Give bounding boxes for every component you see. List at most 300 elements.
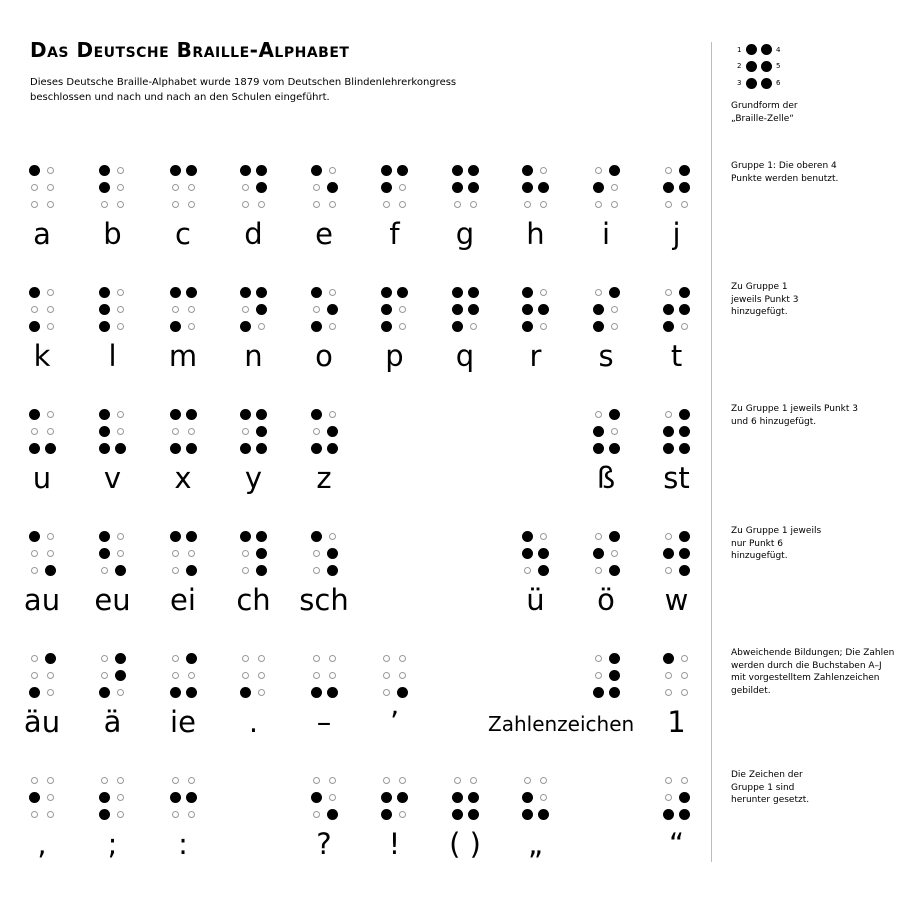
raised-dot	[663, 321, 674, 332]
flat-dot	[31, 655, 38, 662]
flat-dot	[117, 533, 124, 540]
raised-dot	[240, 443, 251, 454]
page-title: Das Deutsche Braille-Alphabet	[30, 38, 350, 62]
raised-dot	[99, 443, 110, 454]
braille-letter-label: j	[672, 217, 681, 251]
raised-dot	[663, 426, 674, 437]
raised-dot	[186, 165, 197, 176]
flat-dot	[47, 306, 54, 313]
flat-dot	[383, 689, 390, 696]
raised-dot	[256, 548, 267, 559]
raised-dot	[452, 165, 463, 176]
flat-dot	[681, 201, 688, 208]
braille-letter-label: ,	[37, 827, 47, 861]
raised-dot	[240, 165, 251, 176]
flat-dot	[313, 811, 320, 818]
braille-letter-label: y	[244, 461, 263, 495]
flat-dot	[540, 201, 547, 208]
raised-dot	[311, 287, 322, 298]
flat-dot	[611, 184, 618, 191]
braille-letter-label: h	[526, 217, 545, 251]
flat-dot	[681, 323, 688, 330]
raised-dot	[256, 426, 267, 437]
flat-dot	[242, 567, 249, 574]
flat-dot	[681, 672, 688, 679]
flat-dot	[313, 672, 320, 679]
braille-letter-label: ch	[236, 583, 271, 617]
raised-dot	[311, 687, 322, 698]
raised-dot	[99, 531, 110, 542]
flat-dot	[595, 533, 602, 540]
side-note-punctuation: Die Zeichen der Gruppe 1 sind herunter gesetzt.	[731, 770, 810, 805]
reference-number-2: 2	[737, 62, 742, 70]
raised-dot	[397, 165, 408, 176]
braille-letter-label: ;	[107, 827, 118, 861]
raised-dot	[186, 565, 197, 576]
raised-dot	[468, 792, 479, 803]
raised-dot	[240, 321, 251, 332]
flat-dot	[188, 201, 195, 208]
braille-letter-label: :	[178, 827, 188, 861]
flat-dot	[540, 533, 547, 540]
flat-dot	[399, 306, 406, 313]
flat-dot	[172, 201, 179, 208]
raised-dot	[452, 287, 463, 298]
raised-dot	[538, 809, 549, 820]
raised-dot	[538, 304, 549, 315]
raised-dot	[468, 287, 479, 298]
raised-dot	[522, 304, 533, 315]
raised-dot	[327, 304, 338, 315]
side-note-group-2: Zu Gruppe 1 jeweils Punkt 3 hinzugefügt.	[731, 282, 799, 317]
raised-dot	[679, 287, 690, 298]
flat-dot	[524, 567, 531, 574]
flat-dot	[313, 550, 320, 557]
raised-dot	[452, 182, 463, 193]
flat-dot	[399, 672, 406, 679]
flat-dot	[31, 184, 38, 191]
raised-dot	[99, 409, 110, 420]
braille-letter-label: au	[23, 583, 61, 617]
braille-letter-label: d	[244, 217, 263, 251]
braille-letter-label: sch	[299, 583, 349, 617]
raised-dot	[99, 792, 110, 803]
braille-letter-label: ( )	[449, 827, 481, 861]
raised-dot	[115, 443, 126, 454]
flat-dot	[31, 567, 38, 574]
flat-dot	[383, 777, 390, 784]
raised-dot	[679, 165, 690, 176]
flat-dot	[172, 428, 179, 435]
side-note-group-3: Zu Gruppe 1 jeweils Punkt 3 und 6 hinzugefügt.	[731, 404, 859, 427]
flat-dot	[117, 689, 124, 696]
raised-dot	[609, 443, 620, 454]
braille-letter-label: o	[315, 339, 333, 373]
raised-dot	[170, 792, 181, 803]
flat-dot	[611, 428, 618, 435]
flat-dot	[665, 794, 672, 801]
flat-dot	[313, 777, 320, 784]
flat-dot	[399, 184, 406, 191]
raised-dot	[170, 687, 181, 698]
raised-dot	[522, 548, 533, 559]
raised-dot	[311, 531, 322, 542]
raised-dot	[381, 809, 392, 820]
raised-dot	[609, 287, 620, 298]
flat-dot	[117, 777, 124, 784]
flat-dot	[454, 201, 461, 208]
flat-dot	[172, 655, 179, 662]
raised-dot	[593, 443, 604, 454]
raised-dot	[452, 792, 463, 803]
raised-dot	[593, 182, 604, 193]
raised-dot	[29, 531, 40, 542]
raised-dot	[327, 687, 338, 698]
flat-dot	[595, 167, 602, 174]
raised-dot	[679, 426, 690, 437]
flat-dot	[47, 672, 54, 679]
flat-dot	[117, 811, 124, 818]
zahlenzeichen-label: Zahlenzeichen	[488, 712, 635, 736]
flat-dot	[681, 777, 688, 784]
flat-dot	[172, 306, 179, 313]
raised-dot	[397, 687, 408, 698]
flat-dot	[665, 672, 672, 679]
raised-dot	[593, 687, 604, 698]
raised-dot	[609, 670, 620, 681]
raised-dot	[593, 321, 604, 332]
braille-letter-label: u	[32, 461, 52, 495]
braille-letter-label: ä	[103, 705, 122, 739]
flat-dot	[172, 672, 179, 679]
raised-dot	[170, 287, 181, 298]
flat-dot	[117, 201, 124, 208]
braille-letter-label: “	[668, 827, 685, 861]
flat-dot	[313, 184, 320, 191]
flat-dot	[242, 655, 249, 662]
intro-text: Dieses Deutsche Braille-Alphabet wurde 1879 vom Deutschen Blindenlehrerkongress beschlossen und nach und nach an den Schulen eingeführt.	[30, 77, 457, 103]
flat-dot	[31, 306, 38, 313]
raised-dot	[311, 409, 322, 420]
flat-dot	[665, 777, 672, 784]
raised-dot	[186, 409, 197, 420]
raised-dot	[663, 548, 674, 559]
flat-dot	[313, 201, 320, 208]
flat-dot	[117, 550, 124, 557]
raised-dot	[256, 287, 267, 298]
reference-number-5: 5	[776, 62, 781, 70]
raised-dot	[240, 531, 251, 542]
flat-dot	[31, 201, 38, 208]
flat-dot	[329, 323, 336, 330]
flat-dot	[172, 567, 179, 574]
raised-dot	[99, 304, 110, 315]
flat-dot	[101, 201, 108, 208]
raised-dot	[170, 531, 181, 542]
raised-dot	[381, 304, 392, 315]
raised-dot	[381, 792, 392, 803]
flat-dot	[329, 411, 336, 418]
raised-dot	[170, 409, 181, 420]
flat-dot	[540, 794, 547, 801]
flat-dot	[313, 428, 320, 435]
reference-dot-6	[761, 78, 772, 89]
raised-dot	[522, 182, 533, 193]
reference-number-1: 1	[737, 46, 742, 54]
braille-letter-label: v	[103, 461, 122, 495]
braille-cell-reference	[735, 42, 795, 92]
raised-dot	[593, 426, 604, 437]
flat-dot	[595, 567, 602, 574]
braille-letter-label: w	[664, 583, 689, 617]
flat-dot	[172, 777, 179, 784]
raised-dot	[468, 182, 479, 193]
raised-dot	[29, 321, 40, 332]
flat-dot	[117, 794, 124, 801]
flat-dot	[47, 550, 54, 557]
flat-dot	[665, 567, 672, 574]
raised-dot	[679, 531, 690, 542]
raised-dot	[45, 565, 56, 576]
flat-dot	[258, 672, 265, 679]
flat-dot	[117, 167, 124, 174]
raised-dot	[99, 687, 110, 698]
flat-dot	[47, 411, 54, 418]
braille-letter-label: s	[598, 339, 614, 373]
flat-dot	[47, 428, 54, 435]
raised-dot	[256, 182, 267, 193]
flat-dot	[31, 777, 38, 784]
raised-dot	[45, 653, 56, 664]
raised-dot	[240, 287, 251, 298]
flat-dot	[258, 655, 265, 662]
flat-dot	[470, 201, 477, 208]
flat-dot	[399, 655, 406, 662]
raised-dot	[593, 304, 604, 315]
raised-dot	[327, 443, 338, 454]
raised-dot	[522, 531, 533, 542]
braille-letter-label: q	[455, 339, 475, 373]
braille-letter-label: i	[601, 217, 611, 251]
raised-dot	[679, 182, 690, 193]
flat-dot	[399, 811, 406, 818]
raised-dot	[327, 565, 338, 576]
raised-dot	[99, 426, 110, 437]
raised-dot	[468, 165, 479, 176]
reference-number-4: 4	[776, 46, 781, 54]
raised-dot	[663, 304, 674, 315]
flat-dot	[329, 672, 336, 679]
flat-dot	[665, 201, 672, 208]
raised-dot	[609, 653, 620, 664]
raised-dot	[663, 809, 674, 820]
flat-dot	[117, 184, 124, 191]
flat-dot	[258, 689, 265, 696]
flat-dot	[31, 550, 38, 557]
flat-dot	[665, 533, 672, 540]
raised-dot	[256, 165, 267, 176]
raised-dot	[327, 182, 338, 193]
raised-dot	[468, 304, 479, 315]
raised-dot	[240, 687, 251, 698]
flat-dot	[540, 167, 547, 174]
raised-dot	[256, 531, 267, 542]
braille-letter-label: ü	[526, 583, 545, 617]
flat-dot	[329, 533, 336, 540]
side-note-exceptions: Abweichende Bildungen; Die Zahlen werden durch die Buchstaben A–J mit vorgestelltem Zahlenzeichen gebildet.	[731, 648, 895, 696]
flat-dot	[611, 323, 618, 330]
flat-dot	[470, 777, 477, 784]
flat-dot	[117, 411, 124, 418]
flat-dot	[681, 655, 688, 662]
flat-dot	[47, 167, 54, 174]
braille-letter-label: l	[108, 339, 117, 373]
flat-dot	[611, 550, 618, 557]
flat-dot	[399, 777, 406, 784]
flat-dot	[258, 201, 265, 208]
raised-dot	[29, 792, 40, 803]
raised-dot	[522, 809, 533, 820]
braille-letter-label: „	[527, 827, 544, 861]
raised-dot	[186, 287, 197, 298]
braille-letter-label: p	[385, 339, 404, 373]
raised-dot	[522, 792, 533, 803]
flat-dot	[383, 672, 390, 679]
raised-dot	[99, 165, 110, 176]
raised-dot	[240, 409, 251, 420]
raised-dot	[452, 321, 463, 332]
flat-dot	[101, 567, 108, 574]
flat-dot	[681, 689, 688, 696]
braille-letter-label: z	[316, 461, 332, 495]
raised-dot	[311, 165, 322, 176]
raised-dot	[186, 443, 197, 454]
reference-dot-2	[746, 61, 757, 72]
flat-dot	[188, 306, 195, 313]
raised-dot	[115, 670, 126, 681]
raised-dot	[538, 548, 549, 559]
flat-dot	[117, 289, 124, 296]
raised-dot	[381, 321, 392, 332]
raised-dot	[170, 321, 181, 332]
raised-dot	[609, 531, 620, 542]
side-note-group-1: Gruppe 1: Die oberen 4 Punkte werden benutzt.	[731, 161, 839, 184]
flat-dot	[329, 167, 336, 174]
raised-dot	[679, 792, 690, 803]
braille-letter-label: e	[315, 217, 333, 251]
raised-dot	[29, 687, 40, 698]
flat-dot	[172, 550, 179, 557]
flat-dot	[188, 184, 195, 191]
raised-dot	[663, 443, 674, 454]
flat-dot	[665, 289, 672, 296]
braille-letter-label: k	[33, 339, 51, 373]
raised-dot	[29, 409, 40, 420]
raised-dot	[522, 321, 533, 332]
flat-dot	[329, 794, 336, 801]
flat-dot	[242, 184, 249, 191]
flat-dot	[47, 794, 54, 801]
braille-letter-label: a	[33, 217, 51, 251]
raised-dot	[522, 165, 533, 176]
braille-letter-label: ’	[389, 705, 400, 739]
flat-dot	[188, 672, 195, 679]
reference-number-3: 3	[737, 79, 742, 87]
braille-letter-label: b	[103, 217, 122, 251]
flat-dot	[383, 655, 390, 662]
raised-dot	[256, 304, 267, 315]
raised-dot	[679, 565, 690, 576]
flat-dot	[242, 428, 249, 435]
raised-dot	[186, 792, 197, 803]
raised-dot	[452, 304, 463, 315]
raised-dot	[186, 687, 197, 698]
braille-letter-label: .	[248, 705, 259, 739]
flat-dot	[595, 201, 602, 208]
flat-dot	[595, 411, 602, 418]
braille-letter-label: ß	[596, 461, 616, 495]
flat-dot	[313, 655, 320, 662]
flat-dot	[329, 289, 336, 296]
raised-dot	[609, 565, 620, 576]
raised-dot	[311, 321, 322, 332]
raised-dot	[29, 165, 40, 176]
raised-dot	[397, 287, 408, 298]
raised-dot	[593, 548, 604, 559]
reference-dot-1	[746, 44, 757, 55]
raised-dot	[327, 809, 338, 820]
flat-dot	[47, 533, 54, 540]
flat-dot	[611, 201, 618, 208]
braille-letter-label: c	[175, 217, 191, 251]
raised-dot	[327, 548, 338, 559]
raised-dot	[679, 809, 690, 820]
raised-dot	[99, 321, 110, 332]
flat-dot	[540, 777, 547, 784]
flat-dot	[47, 689, 54, 696]
braille-letter-label: m	[168, 339, 198, 373]
side-note-group-4: Zu Gruppe 1 jeweils nur Punkt 6 hinzugefügt.	[731, 526, 822, 561]
raised-dot	[170, 443, 181, 454]
flat-dot	[101, 777, 108, 784]
raised-dot	[663, 182, 674, 193]
flat-dot	[188, 428, 195, 435]
flat-dot	[313, 567, 320, 574]
flat-dot	[117, 428, 124, 435]
flat-dot	[188, 550, 195, 557]
raised-dot	[115, 653, 126, 664]
raised-dot	[538, 565, 549, 576]
flat-dot	[101, 672, 108, 679]
braille-letter-label: ?	[316, 827, 332, 861]
flat-dot	[524, 777, 531, 784]
raised-dot	[468, 809, 479, 820]
flat-dot	[665, 411, 672, 418]
raised-dot	[679, 409, 690, 420]
reference-dot-4	[761, 44, 772, 55]
raised-dot	[397, 792, 408, 803]
flat-dot	[524, 201, 531, 208]
braille-letter-label: g	[455, 217, 475, 251]
flat-dot	[31, 672, 38, 679]
raised-dot	[256, 409, 267, 420]
braille-letter-label: r	[529, 339, 542, 373]
raised-dot	[256, 443, 267, 454]
braille-letter-label: ie	[170, 705, 196, 739]
raised-dot	[45, 443, 56, 454]
flat-dot	[117, 306, 124, 313]
flat-dot	[47, 777, 54, 784]
